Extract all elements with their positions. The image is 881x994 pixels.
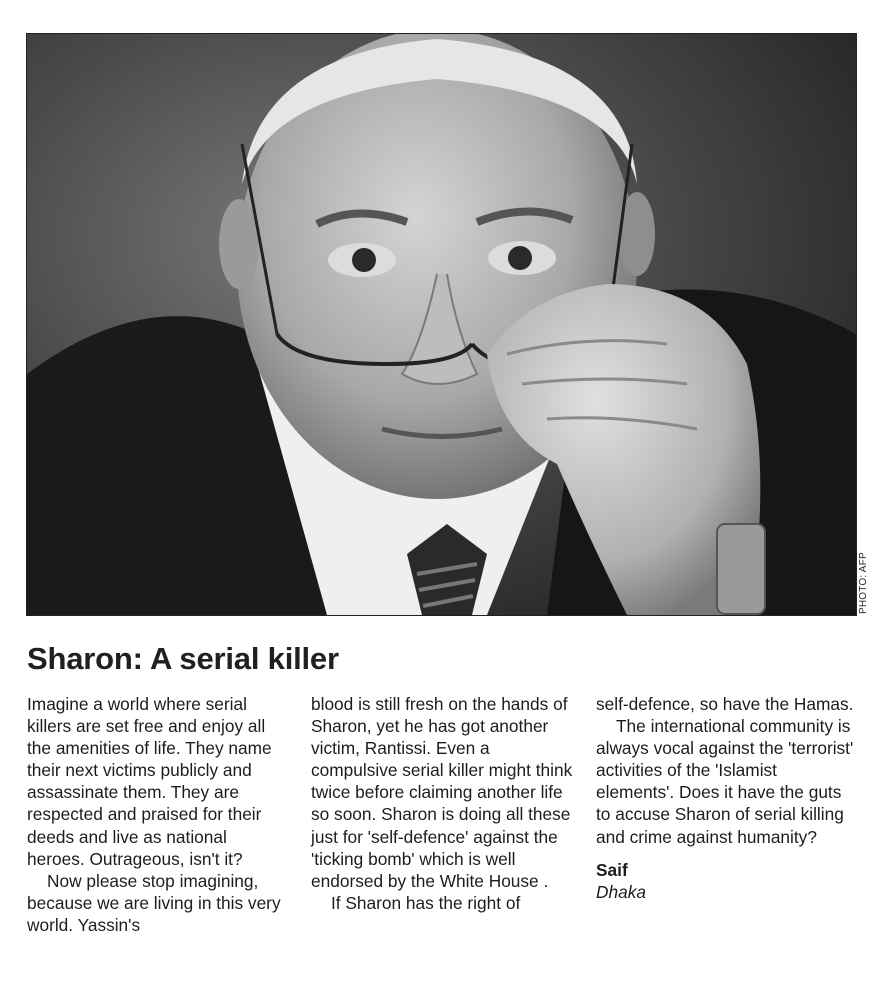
signature	[596, 859, 858, 903]
article-column-3	[596, 693, 858, 903]
photo-credit-text: PHOTO: AFP	[858, 552, 869, 614]
article-photo	[26, 33, 857, 616]
signature-place: Dhaka	[596, 881, 646, 902]
paragraph: If Sharon has the right of	[331, 892, 521, 913]
paragraph: Now please stop imagining, because we are living in this very world. Yassin's	[27, 870, 281, 935]
photo-credit	[858, 552, 872, 694]
paragraph: self-defence, so have the Hamas.	[596, 694, 854, 714]
portrait-illustration	[27, 34, 856, 615]
article-column-1	[27, 693, 289, 936]
headline: Sharon: A serial killer	[27, 641, 339, 676]
article-column-2	[311, 693, 573, 914]
signature-name: Saif	[596, 859, 628, 880]
paragraph: Imagine a world where serial killers are set free and enjoy all the amenities of life. They name their next victims publicly and assassinate them. They are respected and praised for their deeds and live as national heroes. Outrageous, isn't it?	[27, 694, 272, 869]
paragraph: blood is still fresh on the hands of Sharon, yet he has got another victim, Rantissi. Even a compulsive serial killer might think twice before claiming another life so soon. Sharon is doing all these just for 'self-defence' against the 'ticking bomb' which is well endorsed by the White House .	[311, 694, 573, 891]
paragraph: The international community is always vocal against the 'terrorist' activities of the 'Islamist elements'. Does it have the guts to accuse Sharon of serial killing and crime against humanity?	[596, 716, 854, 847]
